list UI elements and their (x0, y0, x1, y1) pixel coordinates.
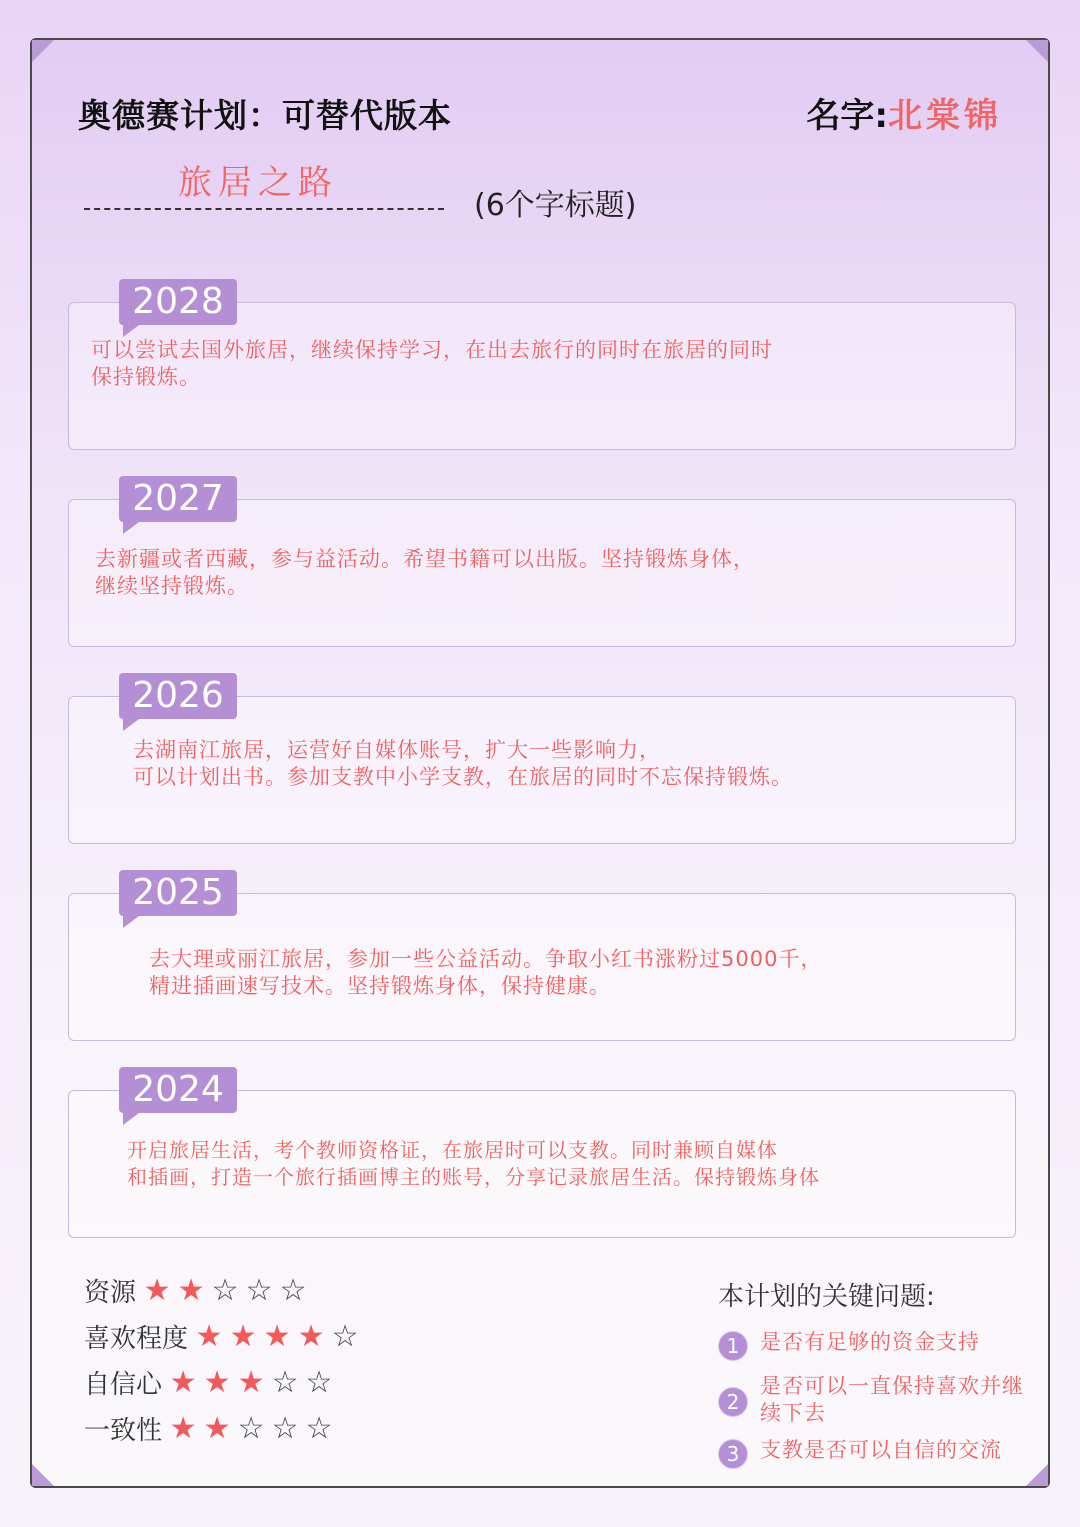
rating-row (84, 1410, 336, 1450)
year-tab: 2027 (119, 476, 237, 522)
rating-row (84, 1272, 310, 1312)
plan-line: 精进插画速写技术。坚持锻炼身体，保持健康。 (149, 974, 611, 998)
rating-label: 喜欢程度 (84, 1324, 189, 1354)
star-empty-icon: ☆ (237, 1410, 265, 1446)
timeline-card-2024 (68, 1069, 1016, 1238)
star-filled-icon: ★ (177, 1272, 205, 1308)
number-badge-icon: 3 (718, 1439, 748, 1469)
timeline-card-2027 (68, 478, 1016, 647)
question-item (718, 1373, 1038, 1427)
plan-title: 奥德赛计划：可替代版本 (78, 96, 452, 135)
year-tab: 2024 (119, 1067, 237, 1113)
plan-line: 保持锻炼。 (91, 365, 201, 389)
star-filled-icon: ★ (237, 1364, 265, 1400)
star-empty-icon: ☆ (211, 1272, 239, 1308)
plan-line: 开启旅居生活，考个教师资格证，在旅居时可以支教。同时兼顾自媒体 (127, 1138, 778, 1162)
key-questions (718, 1276, 1038, 1481)
plan-line: 去大理或丽江旅居，参加一些公益活动。争取小红书涨粉过5000千， (149, 947, 823, 971)
star-filled-icon: ★ (203, 1410, 231, 1446)
plan-sheet (30, 38, 1050, 1488)
subtitle-underline (84, 208, 444, 210)
star-filled-icon: ★ (203, 1364, 231, 1400)
plan-line: 继续坚持锻炼。 (95, 574, 249, 598)
plan-line: 去湖南江旅居，运营好自媒体账号，扩大一些影响力， (133, 738, 661, 762)
star-filled-icon: ★ (169, 1410, 197, 1446)
star-empty-icon: ☆ (271, 1364, 299, 1400)
rating-label: 自信心 (84, 1370, 163, 1400)
timeline-card-2028 (68, 281, 1016, 450)
questions-heading: 本计划的关键问题: (718, 1282, 935, 1312)
plan-text (133, 737, 1007, 791)
name-field (806, 88, 1002, 137)
star-empty-icon: ☆ (331, 1318, 359, 1354)
corner-decoration (32, 40, 54, 62)
number-badge-icon: 1 (718, 1331, 748, 1361)
star-empty-icon: ☆ (271, 1410, 299, 1446)
plan-text (95, 546, 1007, 600)
question-text: 是否可以一直保持喜欢并继续下去 (760, 1374, 1024, 1425)
rating-row (84, 1364, 336, 1404)
corner-decoration (32, 1464, 54, 1486)
star-filled-icon: ★ (195, 1318, 223, 1354)
star-empty-icon: ☆ (305, 1364, 333, 1400)
year-tab: 2025 (119, 870, 237, 916)
star-empty-icon: ☆ (305, 1410, 333, 1446)
plan-line: 可以尝试去国外旅居，继续保持学习，在出去旅行的同时在旅居的同时 (91, 338, 773, 362)
number-badge-icon: 2 (718, 1387, 748, 1417)
rating-label: 资源 (84, 1278, 137, 1308)
name-label: 名字: (806, 96, 888, 136)
rating-row (84, 1318, 362, 1358)
year-tab: 2026 (119, 673, 237, 719)
plan-line: 去新疆或者西藏，参与益活动。希望书籍可以出版。坚持锻炼身体， (95, 547, 755, 571)
rating-label: 一致性 (84, 1416, 163, 1446)
plan-text (127, 1137, 1011, 1191)
question-text: 是否有足够的资金支持 (760, 1330, 980, 1354)
star-rating (140, 1274, 310, 1308)
star-empty-icon: ☆ (245, 1272, 273, 1308)
plan-text (91, 337, 1007, 391)
subtitle-hint: (6个字标题) (474, 188, 637, 223)
star-empty-icon: ☆ (279, 1272, 307, 1308)
route-subtitle: 旅居之路 (178, 163, 338, 203)
question-item (718, 1329, 1038, 1363)
star-filled-icon: ★ (263, 1318, 291, 1354)
year-tab: 2028 (119, 279, 237, 325)
plan-line: 可以计划出书。参加支教中小学支教，在旅居的同时不忘保持锻炼。 (133, 765, 793, 789)
star-filled-icon: ★ (169, 1364, 197, 1400)
star-filled-icon: ★ (143, 1272, 171, 1308)
star-rating (166, 1366, 336, 1400)
corner-decoration (1026, 40, 1048, 62)
star-filled-icon: ★ (297, 1318, 325, 1354)
question-text: 支教是否可以自信的交流 (760, 1438, 1002, 1462)
question-item (718, 1437, 1038, 1471)
plan-text (149, 946, 1007, 1000)
star-filled-icon: ★ (229, 1318, 257, 1354)
timeline-card-2025 (68, 872, 1016, 1041)
plan-line: 和插画，打造一个旅行插画博主的账号，分享记录旅居生活。保持锻炼身体 (127, 1165, 820, 1189)
name-value: 北棠锦 (888, 96, 1002, 136)
star-rating (192, 1320, 362, 1354)
star-rating (166, 1412, 336, 1446)
timeline-card-2026 (68, 675, 1016, 844)
